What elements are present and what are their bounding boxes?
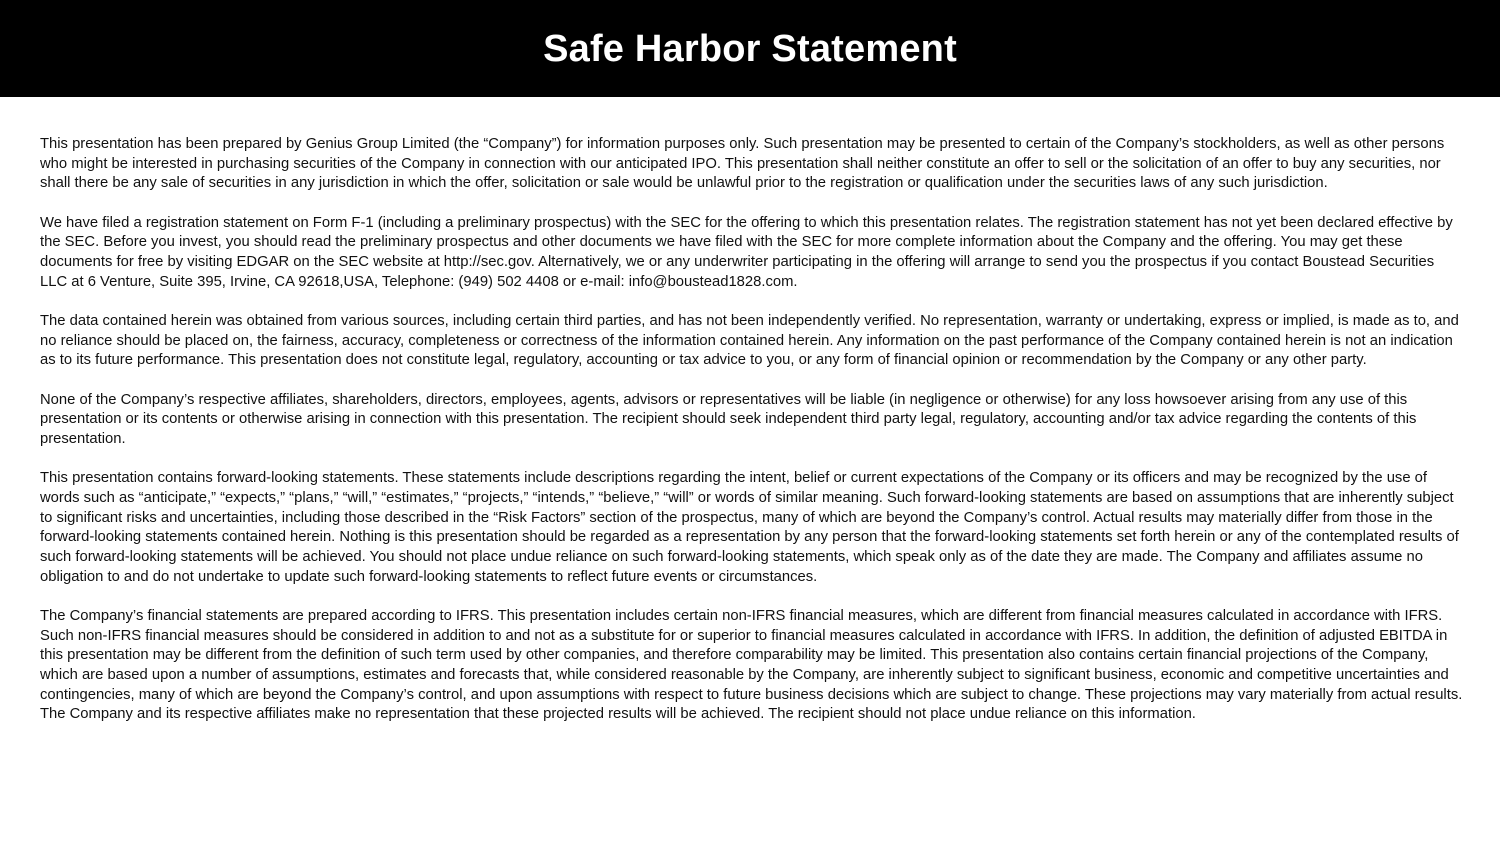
disclaimer-body (40, 135, 1464, 745)
paragraph-liability: None of the Company’s respective affiliates, shareholders, directors, employees, agents, advisors or representatives will be liable (in negligence or otherwise) for any loss howsoever arising from any use of this presentation or its contents or otherwise arising in connection with this presentation. The recipient should seek independent third party legal, regulatory, accounting and/or tax advice regarding the contents of this presentation. (40, 391, 1417, 447)
paragraph-data-sources: The data contained herein was obtained from various sources, including certain third parties, and has not been independently verified. No representation, warranty or undertaking, express or implied, is made as to, and no reliance should be placed on, the fairness, accuracy, completeness or correctness of the information contained herein. Any information on the past performance of the Company contained herein is not an indication as to its future performance. This presentation does not constitute legal, regulatory, accounting or tax advice to you, or any form of financial opinion or recommendation by the Company or any other party. (40, 312, 1459, 369)
title-bar (0, 0, 1500, 97)
paragraph-intro: This presentation has been prepared by Genius Group Limited (the “Company”) for information purposes only. Such presentation may be presented to certain of the Company’s stockholders, as well as other persons who might be interested in purchasing securities of the Company in connection with our anticipated IPO. This presentation shall neither constitute an offer to sell or the solicitation of an offer to buy any securities, nor shall there be any sale of securities in any jurisdiction in which the offer, solicitation or sale would be unlawful prior to the registration or qualification under the securities laws of any such jurisdiction. (40, 136, 1445, 192)
page-title: Safe Harbor Statement (543, 27, 957, 70)
paragraph-forward-looking: This presentation contains forward-looking statements. These statements include descriptions regarding the intent, belief or current expectations of the Company or its officers and may be recognized by the use of words such as “anticipate,” “expects,” “plans,” “will,” “estimates,” “projects,” “intends,” “believe,” “will” or words of similar meaning. Such forward-looking statements are based on assumptions that are inherently subject to significant risks and uncertainties, including those described in the “Risk Factors” section of the prospectus, many of which are beyond the Company’s control. Actual results may materially differ from those in the forward-looking statements contained herein. Nothing is this presentation should be regarded as a representation by any person that the forward-looking statements set forth herein or any of the contemplated results of such forward-looking statements will be achieved. You should not place undue reliance on such forward-looking statements, which speak only as of the date they are made. The Company and affiliates assume no obligation to and do not undertake to update such forward-looking statements to reflect future events or circumstances. (40, 470, 1459, 585)
paragraph-ifrs: The Company’s financial statements are prepared according to IFRS. This presentation includes certain non-IFRS financial measures, which are different from financial measures calculated in accordance with IFRS. Such non-IFRS financial measures should be considered in addition to and not as a substitute for or superior to financial measures calculated in accordance with IFRS. In addition, the definition of adjusted EBITDA in this presentation may be different from the definition of such term used by other companies, and therefore comparability may be limited. This presentation also contains certain financial projections of the Company, which are based upon a number of assumptions, estimates and forecasts that, while considered reasonable by the Company, are inherently subject to significant business, economic and competitive uncertainties and contingencies, many of which are beyond the Company’s control, and upon assumptions with respect to future business decisions which are subject to change. These projections may vary materially from actual results. The Company and its respective affiliates make no representation that these projected results will be achieved. The recipient should not place undue reliance on this information. (40, 607, 1463, 723)
paragraph-registration: We have filed a registration statement on Form F-1 (including a preliminary prospectus) with the SEC for the offering to which this presentation relates. The registration statement has not yet been declared effective by the SEC. Before you invest, you should read the preliminary prospectus and other documents we have filed with the SEC for more complete information about the Company and the offering. You may get these documents for free by visiting EDGAR on the SEC website at http://sec.gov. Alternatively, we or any underwriter participating in the offering will arrange to send you the prospectus if you contact Boustead Securities LLC at 6 Venture, Suite 395, Irvine, CA 92618,USA, Telephone: (949) 502 4408 or e-mail: info@boustead1828.com. (40, 214, 1453, 290)
